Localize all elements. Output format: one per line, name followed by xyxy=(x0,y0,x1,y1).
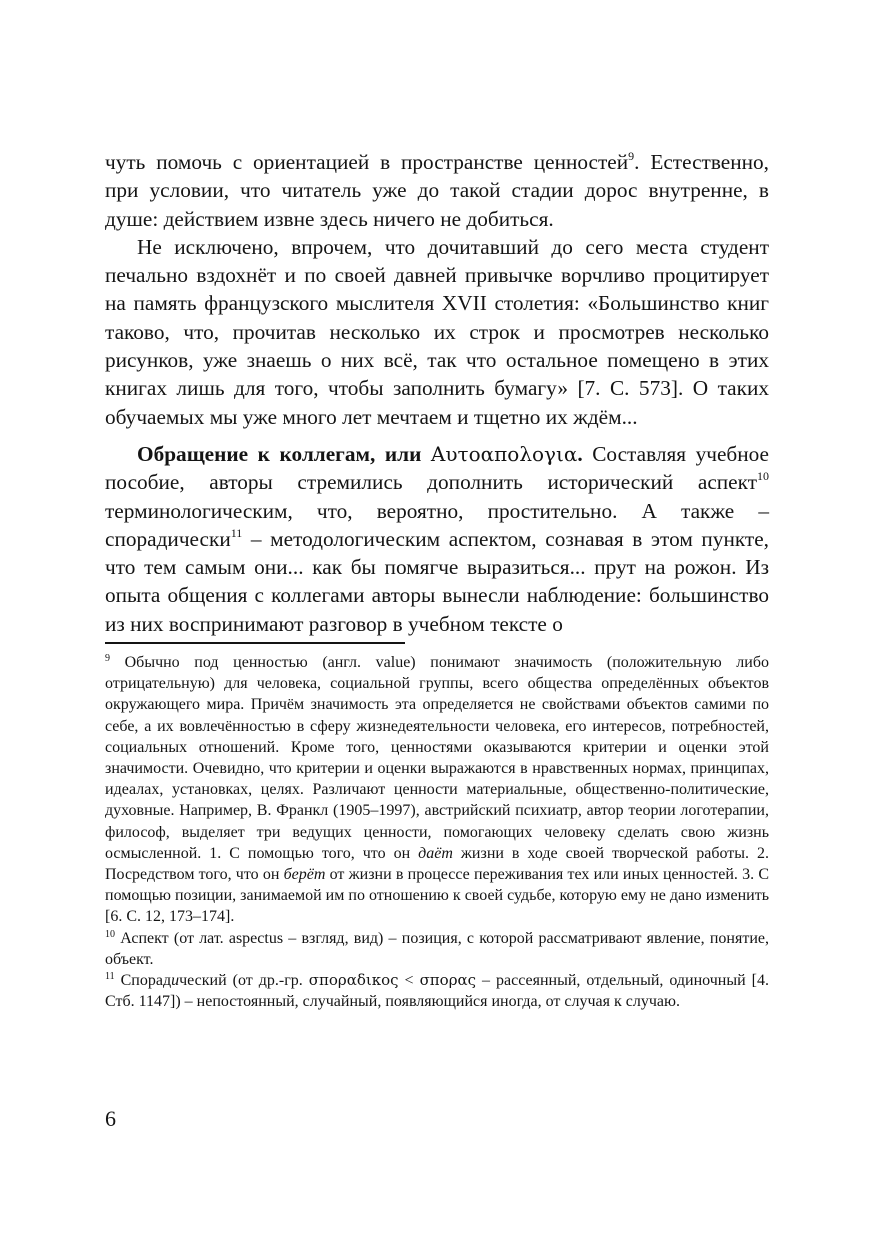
footnote-11-text-b: ческий (от др.-гр. xyxy=(179,972,309,990)
footnote-9-number: 9 xyxy=(105,653,110,664)
footnote-9-text-c: от жизни в процессе переживания тех или иных ценностей. 3. С помощью позиции, занимаемой им по отношению к своей судьбе, которую ему не дано изменить [6. С. 12, 173–174]. xyxy=(105,866,769,926)
paragraph-2: Не исключено, впрочем, что дочитавший до сего места студент печально вздохнёт и по своей давней привычке ворчливо процитирует на память французского мыслителя XVII столетия: «Большинство книг таково, что, прочитав несколько их строк и просмотрев несколько рисунков, уже знаешь о них всё, так что остальное помещено в этих книгах лишь для того, чтобы заполнить бумагу» [7. С. 573]. О таких обучаемых мы уже много лет мечтаем и тщетно их ждём... xyxy=(105,234,769,429)
main-text xyxy=(105,148,769,638)
paragraph-1 xyxy=(105,148,769,233)
footnotes xyxy=(105,652,769,1012)
paragraph-3-text-c: – методологическим аспектом, сознавая в этом пункте, что тем самым они... как бы помягче выразиться... прут на рожон. Из опыта общения с коллегами авторы вынесли наблюдение: большинство из них воспринимают разговор в учебном тексте о xyxy=(105,526,769,636)
footnote-9-em-a: даёт xyxy=(418,844,453,862)
section-heading-end: . xyxy=(577,441,583,466)
section-heading-text: Обращение к коллегам, или xyxy=(137,441,422,466)
footnote-9-text-a: Обычно под ценностью (англ. value) понимают значимость (положительную либо отрицательную) для человека, социальной группы, всего общества определённых объектов окружающего мира. Причём значимость эта определяется не свойствами объектов самими по себе, а их вовлечённостью в сферу жизнедеятельности человека, его интересов, потребностей, социальных отношений. Кроме того, ценностями оказываются критерии и оценки этой значимости. Очевидно, что критерии и оценки выражаются в нравственных нормах, принципах, идеалах, установках, целях. Различают ценности материальные, общественно-политические, духовные. Например, В. Франкл (1905–1997), австрийский психиатр, автор теории логотерапии, философ, выделяет три ведущих ценности, помогающих человеку сделать свою жизнь осмысленной. 1. С помощью того, что он xyxy=(105,654,769,862)
footnote-ref-11[interactable]: 11 xyxy=(230,525,243,540)
footnote-11-em: и xyxy=(171,972,180,990)
paragraph-1-text-b: . Естественно, при условии, что читатель уже до такой стадии дорос внутренне, в душе: действием извне здесь ничего не добиться. xyxy=(105,150,769,231)
footnote-9 xyxy=(105,652,769,928)
footnote-divider xyxy=(105,642,405,644)
section-heading xyxy=(137,442,583,466)
footnote-10 xyxy=(105,928,769,970)
footnote-ref-9[interactable]: 9 xyxy=(628,149,635,163)
footnote-ref-10[interactable]: 10 xyxy=(757,469,769,484)
section-heading-greek: Αυτοαπολογια xyxy=(430,441,578,466)
paragraph-3-text-b: терминологическим, что, вероятно, простительно. А также – спорадически xyxy=(105,498,769,551)
footnote-9-text-b: жизни в ходе своей творческой работы. 2. Посредством того, что он xyxy=(105,844,769,884)
footnote-11 xyxy=(105,970,769,1012)
footnote-10-text: Аспект (от лат. aspectus – взгляд, вид) – позиция, с которой рассматривают явление, понятие, объект. xyxy=(105,929,769,968)
footnote-11-greek-a: σποραδικος xyxy=(308,971,399,990)
footnote-9-em-b: берёт xyxy=(283,866,326,884)
paragraph-3 xyxy=(105,440,769,638)
footnote-10-number: 10 xyxy=(105,928,115,940)
footnote-11-text-a: Спорад xyxy=(114,972,172,990)
page-number: 6 xyxy=(105,1106,116,1131)
footnote-11-greek-b: σπορας xyxy=(419,971,477,990)
footnote-11-text-d: – рассеянный, отдельный, одиночный [4. Стб. 1147]) – непостоянный, случайный, появляющийся иногда, от случая к случаю. xyxy=(105,972,769,1011)
paragraph-3-text-a: Составляя учебное пособие, авторы стремились дополнить исторический аспект xyxy=(105,441,770,495)
footnote-11-text-c: < xyxy=(398,972,420,990)
footnote-11-number: 11 xyxy=(105,971,115,983)
paragraph-1-text-a: чуть помочь с ориентацией в пространстве ценностей xyxy=(105,150,629,174)
